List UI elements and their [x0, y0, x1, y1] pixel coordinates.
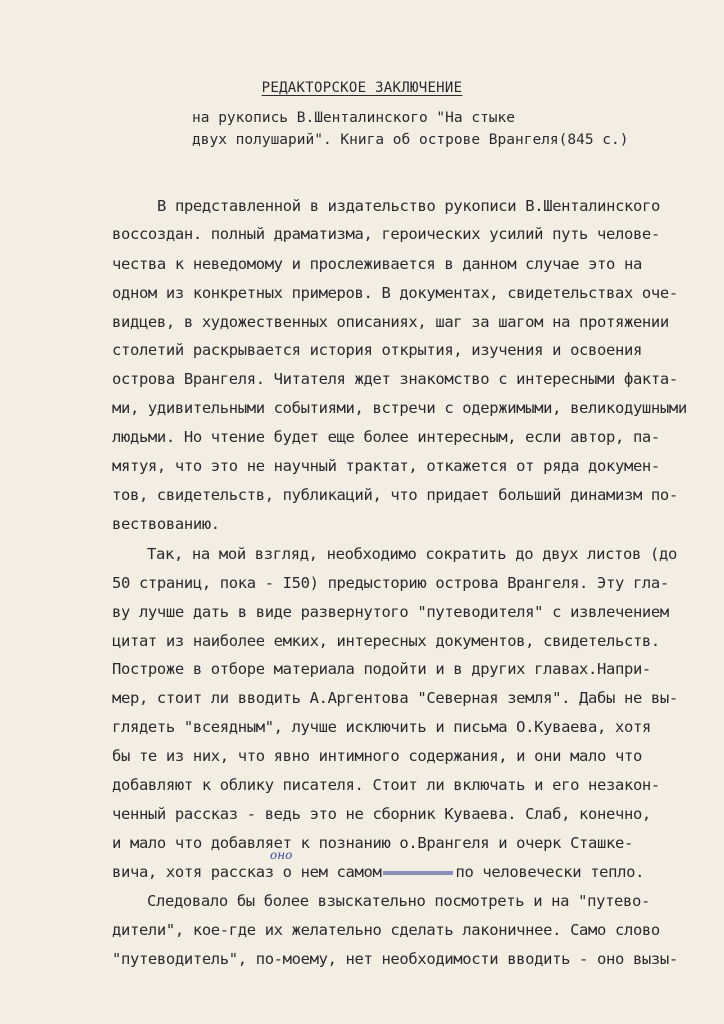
- body-line: воссоздан. полный драматизма, героических усилий путь челове-: [112, 225, 660, 243]
- body-line: людьми. Но чтение будет еще более интересным, если автор, па-: [112, 428, 660, 446]
- body-line: Так, на мой взгляд, необходимо сократить до двух листов (до: [147, 545, 677, 563]
- body-line: 50 страниц, пока - I50) предысторию острова Врангеля. Эту гла-: [112, 574, 669, 592]
- subtitle-line-1: на рукопись В.Шенталинского "На стыке: [192, 110, 516, 126]
- body-line: мятуя, что это не научный трактат, откажется от ряда докумен-: [112, 457, 660, 475]
- body-line-text: вича, хотя рассказ о нем самом: [112, 863, 382, 881]
- handwritten-insert: оно: [270, 848, 293, 862]
- body-line: добавляют к облику писателя. Стоит ли включать и его незакон-: [112, 776, 660, 794]
- body-line: Следовало бы более взыскательно посмотреть и на "путево-: [147, 892, 650, 910]
- body-line: бы те из них, что явно интимного содержания, и они мало что: [112, 747, 642, 765]
- body-line-with-correction: [112, 863, 644, 881]
- body-line: столетий раскрывается история открытия, изучения и освоения: [112, 341, 642, 359]
- body-line-tail: по человечески тепло.: [455, 863, 645, 881]
- body-line: ву лучше дать в виде развернутого "путеводителя" с извлечением: [112, 603, 669, 621]
- body-line: одном из конкретных примеров. В документах, свидетельствах оче-: [112, 284, 678, 302]
- body-line: мер, стоит ли вводить А.Аргентова "Северная земля". Дабы не вы-: [112, 689, 678, 707]
- body-line: глядеть "всеядным", лучше исключить и письма О.Куваева, хотя: [112, 718, 651, 736]
- body-line: ми, удивительными событиями, встречи с одержимыми, великодушными: [112, 399, 687, 417]
- body-line: видцев, в художественных описаниях, шаг за шагом на протяжении: [112, 313, 669, 331]
- body-line: чества к неведомому и прослеживается в данном случае это на: [112, 255, 642, 273]
- body-line: Построже в отборе материала подойти и в других главах.Напри-: [112, 660, 651, 678]
- body-line: вествованию.: [112, 515, 220, 533]
- body-line: ченный рассказ - ведь это не сборник Куваева. Слаб, конечно,: [112, 805, 651, 823]
- body-line: цитат из наиболее емких, интересных документов, свидетельств.: [112, 632, 660, 650]
- body-line: тов, свидетельств, публикаций, что придает больший динамизм по-: [112, 486, 678, 504]
- struck-out-word: [383, 871, 453, 875]
- body-line: В представленной в издательство рукописи В.Шенталинского: [157, 197, 660, 215]
- subtitle-line-2: двух полушарий". Книга об острове Врангеля(845 с.): [192, 132, 629, 148]
- body-line: дители", кое-где их желательно сделать лаконичнее. Само слово: [112, 921, 660, 939]
- body-line: "путеводитель", по-моему, нет необходимости вводить - оно вызы-: [112, 950, 678, 968]
- body-line: и мало что добавляет к познанию о.Врангеля и очерк Сташке-: [112, 834, 633, 852]
- document-title: РЕДАКТОРСКОЕ ЗАКЛЮЧЕНИЕ: [261, 80, 463, 96]
- body-line: острова Врангеля. Читателя ждет знакомство с интересными факта-: [112, 370, 678, 388]
